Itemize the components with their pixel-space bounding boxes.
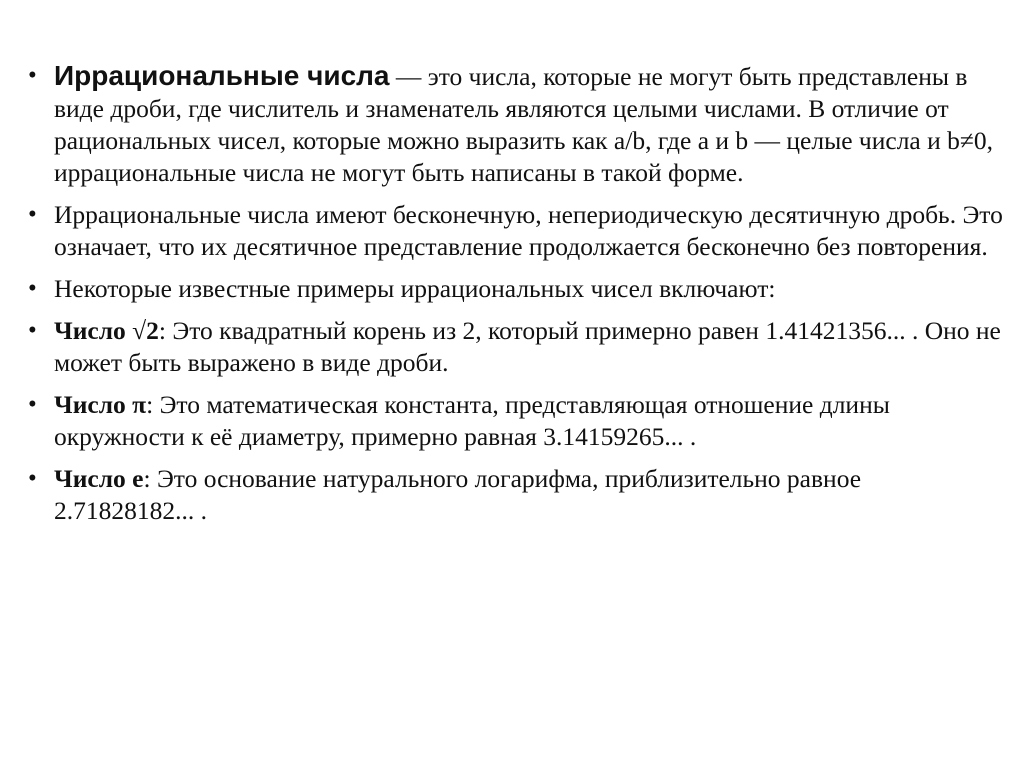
pi-text: : Это математическая константа, представляющая отношение длины окружности к её диаметру, примерно равная 3.14159265... . <box>54 390 890 451</box>
decimal-text: Иррациональные числа имеют бесконечную, непериодическую десятичную дробь. Это означает, что их десятичное представление продолжается бесконечно без повторения. <box>54 200 1003 261</box>
bullet-item-decimal <box>28 199 1003 263</box>
pi-term: Число π <box>54 390 147 419</box>
e-text: : Это основание натурального логарифма, приблизительно равное 2.71828182... . <box>54 464 862 525</box>
bullet-item-definition <box>28 60 1003 189</box>
bullet-icon: • <box>28 317 37 344</box>
bullet-icon: • <box>28 275 37 302</box>
bullet-icon: • <box>28 391 37 418</box>
e-term: Число e <box>54 464 144 493</box>
examples-intro-text: Некоторые известные примеры иррациональных чисел включают: <box>54 274 776 303</box>
definition-term: Иррациональные числа <box>54 60 390 91</box>
bullet-item-examples-intro <box>28 273 1003 305</box>
sqrt2-text: : Это квадратный корень из 2, который примерно равен 1.41421356... . Оно не может быть выражено в виде дроби. <box>54 316 1001 377</box>
bullet-item-sqrt2 <box>28 315 1003 379</box>
bullet-icon: • <box>28 465 37 492</box>
bullet-list <box>28 60 1003 537</box>
bullet-icon: • <box>28 62 37 89</box>
bullet-item-e <box>28 463 1003 527</box>
bullet-item-pi <box>28 389 1003 453</box>
bullet-icon: • <box>28 201 37 228</box>
sqrt2-term: Число √2 <box>54 316 159 345</box>
definition-text: — это числа, которые не могут быть представлены в виде дроби, где числитель и знаменатель являются целыми числами. В отличие от рациональных чисел, которые можно выразить как a/b, где a и b — целые числа и b≠0, иррациональные числа не могут быть написаны в такой форме. <box>54 62 994 187</box>
